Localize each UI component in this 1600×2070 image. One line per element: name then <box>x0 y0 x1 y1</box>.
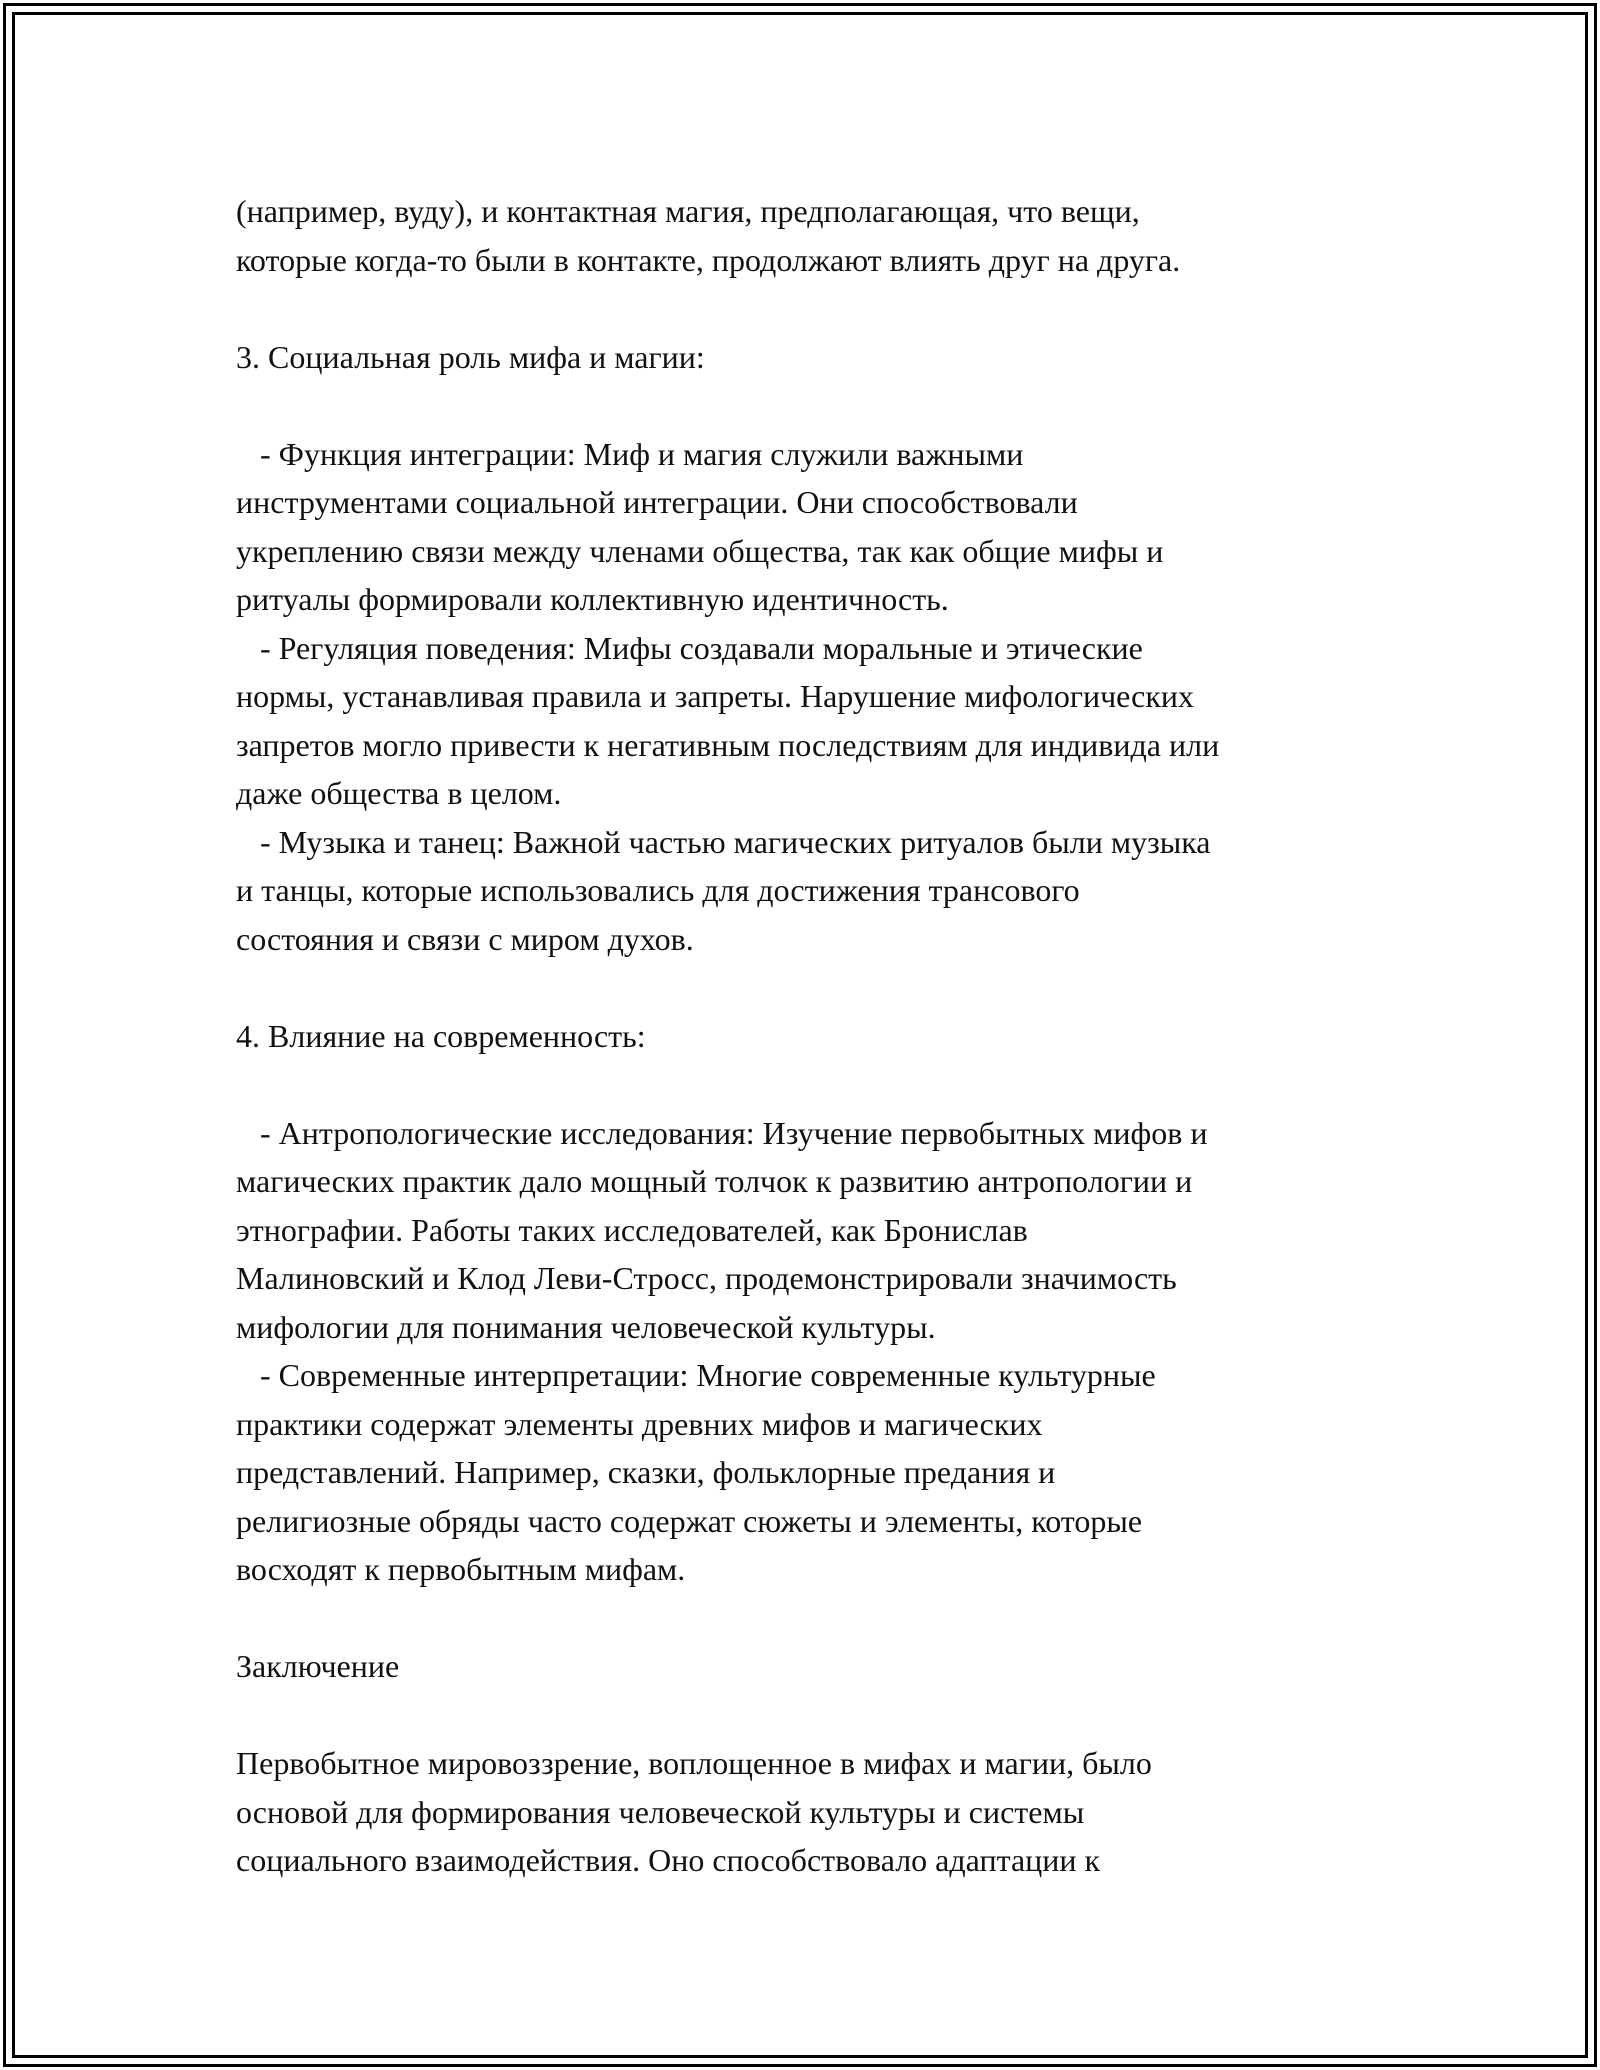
text-line: представлений. Например, сказки, фольклорные предания и <box>236 1454 1056 1490</box>
conclusion-heading: Заключение <box>236 1648 400 1684</box>
section-heading: 4. Влияние на современность: <box>236 1017 646 1054</box>
text-line: которые когда-то были в контакте, продолжают влиять друг на друга. <box>236 241 1181 278</box>
text-line: Малиновский и Клод Леви-Стросс, продемонстрировали значимость <box>236 1260 1177 1296</box>
paragraph-gap <box>236 1060 1386 1109</box>
text-line: мифологии для понимания человеческой культуры. <box>236 1308 936 1345</box>
paragraph-gap <box>236 381 1386 430</box>
text-line: религиозные обряды часто содержат сюжеты и элементы, которые <box>236 1502 1143 1539</box>
paragraph-gap <box>236 1691 1386 1740</box>
paragraph-gap <box>236 963 1386 1012</box>
text-line: запретов могло привести к негативным последствиям для индивида или <box>236 726 1220 763</box>
text-line: этнографии. Работы таких исследователей, как Бронислав <box>236 1211 1028 1248</box>
text-line: - Регуляция поведения: Мифы создавали моральные и этические <box>236 629 1143 666</box>
text-line: Первобытное мировоззрение, воплощенное в мифах и магии, было <box>236 1745 1152 1781</box>
text-line: ритуалы формировали коллективную идентичность. <box>236 581 949 617</box>
paragraph-gap <box>236 284 1386 333</box>
text-line: - Музыка и танец: Важной частью магических ритуалов были музыка <box>236 823 1211 860</box>
text-line: - Современные интерпретации: Многие современные культурные <box>236 1357 1156 1393</box>
text-line: основой для формирования человеческой культуры и системы <box>236 1793 1085 1830</box>
text-line: - Функция интеграции: Миф и магия служили важными <box>236 435 1024 472</box>
paragraph-gap <box>236 1594 1386 1643</box>
text-line: восходят к первобытным мифам. <box>236 1551 686 1587</box>
text-line: и танцы, которые использовались для достижения трансового <box>236 872 1080 908</box>
text-line: укреплению связи между членами общества, так как общие мифы и <box>236 532 1164 569</box>
text-line: (например, вуду), и контактная магия, предполагающая, что вещи, <box>236 193 1140 229</box>
document-body <box>236 187 1386 1885</box>
text-line: практики содержат элементы древних мифов и магических <box>236 1405 1043 1442</box>
section-heading: 3. Социальная роль мифа и магии: <box>236 338 705 375</box>
text-line: состояния и связи с миром духов. <box>236 920 694 957</box>
text-line: инструментами социальной интеграции. Они способствовали <box>236 484 1078 520</box>
text-line: даже общества в целом. <box>236 775 562 811</box>
text-line: - Антропологические исследования: Изучение первобытных мифов и <box>236 1114 1208 1151</box>
text-line: нормы, устанавливая правила и запреты. Нарушение мифологических <box>236 678 1195 714</box>
text-line: социального взаимодействия. Оно способствовало адаптации к <box>236 1842 1101 1878</box>
text-line: магических практик дало мощный толчок к развитию антропологии и <box>236 1163 1193 1199</box>
